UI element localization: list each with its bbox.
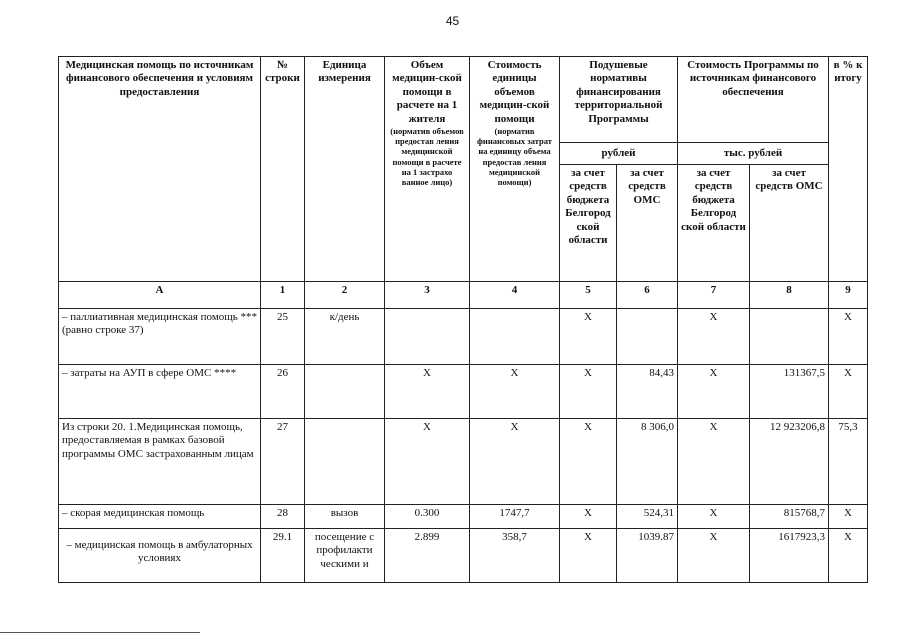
- cell-col4: 1747,7: [470, 505, 560, 529]
- row-label: – скорая медицинская помощь: [59, 505, 261, 529]
- header-volume-note: (норматив объемов предостав ления медицинской помощи в расчете на 1 застрахо ванное лицо): [390, 126, 464, 187]
- header-row-number: № строки: [261, 57, 305, 282]
- cell-col7: Х: [678, 505, 750, 529]
- row-number: 26: [261, 365, 305, 419]
- cell-col7: Х: [678, 309, 750, 365]
- row-number: 28: [261, 505, 305, 529]
- header-source-conditions: Медицинская помощь по источникам финансового обеспечения и условиям предоставления: [59, 57, 261, 282]
- index-cell: 6: [617, 282, 678, 309]
- cell-col8: 12 923206,8: [750, 419, 829, 505]
- header-col8-oms: за счет средств ОМС: [750, 165, 829, 282]
- row-unit: [305, 365, 385, 419]
- row-unit: посещение с профилакти ческими и: [305, 529, 385, 583]
- program-cost-table: [58, 56, 868, 583]
- cell-col8: 131367,5: [750, 365, 829, 419]
- cell-col3: 2.899: [385, 529, 470, 583]
- header-percent-total: в % к итогу: [829, 57, 868, 282]
- header-unit-cost: Стоимость единицы объемов медицин-ской помощи (норматив финансовых затрат на единицу объема предостав ления медицинской помощи): [470, 57, 560, 282]
- row-number: 25: [261, 309, 305, 365]
- header-col7-budget: за счет средств бюджета Белгород ской области: [678, 165, 750, 282]
- table-row: [59, 309, 868, 365]
- cell-col9: Х: [829, 365, 868, 419]
- cell-col7: Х: [678, 365, 750, 419]
- cell-col3: Х: [385, 419, 470, 505]
- cell-col6: 8 306,0: [617, 419, 678, 505]
- cell-col6: 1039.87: [617, 529, 678, 583]
- table-row: [59, 529, 868, 583]
- index-cell: 8: [750, 282, 829, 309]
- row-label: – затраты на АУП в сфере ОМС ****: [59, 365, 261, 419]
- cell-col9: Х: [829, 505, 868, 529]
- cell-col5: Х: [560, 419, 617, 505]
- index-cell: А: [59, 282, 261, 309]
- row-number: 29.1: [261, 529, 305, 583]
- index-cell: 5: [560, 282, 617, 309]
- header-per-capita-group: Подушевые нормативы финансирования территориальной Программы: [560, 57, 678, 143]
- cell-col4: 358,7: [470, 529, 560, 583]
- header-unit: Единица измерения: [305, 57, 385, 282]
- cell-col4: [470, 309, 560, 365]
- cell-col3: Х: [385, 365, 470, 419]
- cell-col8: [750, 309, 829, 365]
- cell-col9: 75,3: [829, 419, 868, 505]
- table-row: [59, 365, 868, 419]
- cell-col6: [617, 309, 678, 365]
- cell-col8: 1617923,3: [750, 529, 829, 583]
- footer-rule: [0, 632, 200, 633]
- header-col6-oms: за счет средств ОМС: [617, 165, 678, 282]
- cell-col9: Х: [829, 309, 868, 365]
- header-program-cost-group: Стоимость Программы по источникам финансового обеспечения: [678, 57, 829, 143]
- cell-col5: Х: [560, 529, 617, 583]
- row-unit: [305, 419, 385, 505]
- cell-col6: 524,31: [617, 505, 678, 529]
- index-cell: 1: [261, 282, 305, 309]
- cell-col5: Х: [560, 365, 617, 419]
- row-label: – паллиативная медицинская помощь *** (равно строке 37): [59, 309, 261, 365]
- header-col5-budget: за счет средств бюджета Белгород ской области: [560, 165, 617, 282]
- header-unit-thousand-rubles: тыс. рублей: [678, 143, 829, 165]
- cell-col3: 0.300: [385, 505, 470, 529]
- cell-col9: Х: [829, 529, 868, 583]
- header-unit-cost-note: (норматив финансовых затрат на единицу объема предостав ления медицинской помощи): [477, 126, 552, 187]
- table-row: [59, 419, 868, 505]
- index-cell: 4: [470, 282, 560, 309]
- index-cell: 2: [305, 282, 385, 309]
- column-index-row: [59, 282, 868, 309]
- cell-col5: Х: [560, 505, 617, 529]
- cell-col4: Х: [470, 365, 560, 419]
- row-number: 27: [261, 419, 305, 505]
- index-cell: 3: [385, 282, 470, 309]
- cell-col8: 815768,7: [750, 505, 829, 529]
- cell-col5: Х: [560, 309, 617, 365]
- index-cell: 7: [678, 282, 750, 309]
- table-row: [59, 505, 868, 529]
- cell-col7: Х: [678, 529, 750, 583]
- row-label: Из строки 20. 1.Медицинская помощь, предоставляемая в рамках базовой программы ОМС застрахованным лицам: [59, 419, 261, 505]
- page-number: 45: [445, 14, 460, 28]
- cell-col7: Х: [678, 419, 750, 505]
- row-unit: к/день: [305, 309, 385, 365]
- header-unit-rubles: рублей: [560, 143, 678, 165]
- row-unit: вызов: [305, 505, 385, 529]
- cell-col4: Х: [470, 419, 560, 505]
- index-cell: 9: [829, 282, 868, 309]
- cell-col6: 84,43: [617, 365, 678, 419]
- header-row: [59, 57, 868, 143]
- cell-col3: [385, 309, 470, 365]
- row-label: – медицинская помощь в амбулаторных условиях: [59, 529, 261, 583]
- header-volume: Объем медицин-ской помощи в расчете на 1 жителя (норматив объемов предостав ления медицинской помощи в расчете на 1 застрахо ванное лицо): [385, 57, 470, 282]
